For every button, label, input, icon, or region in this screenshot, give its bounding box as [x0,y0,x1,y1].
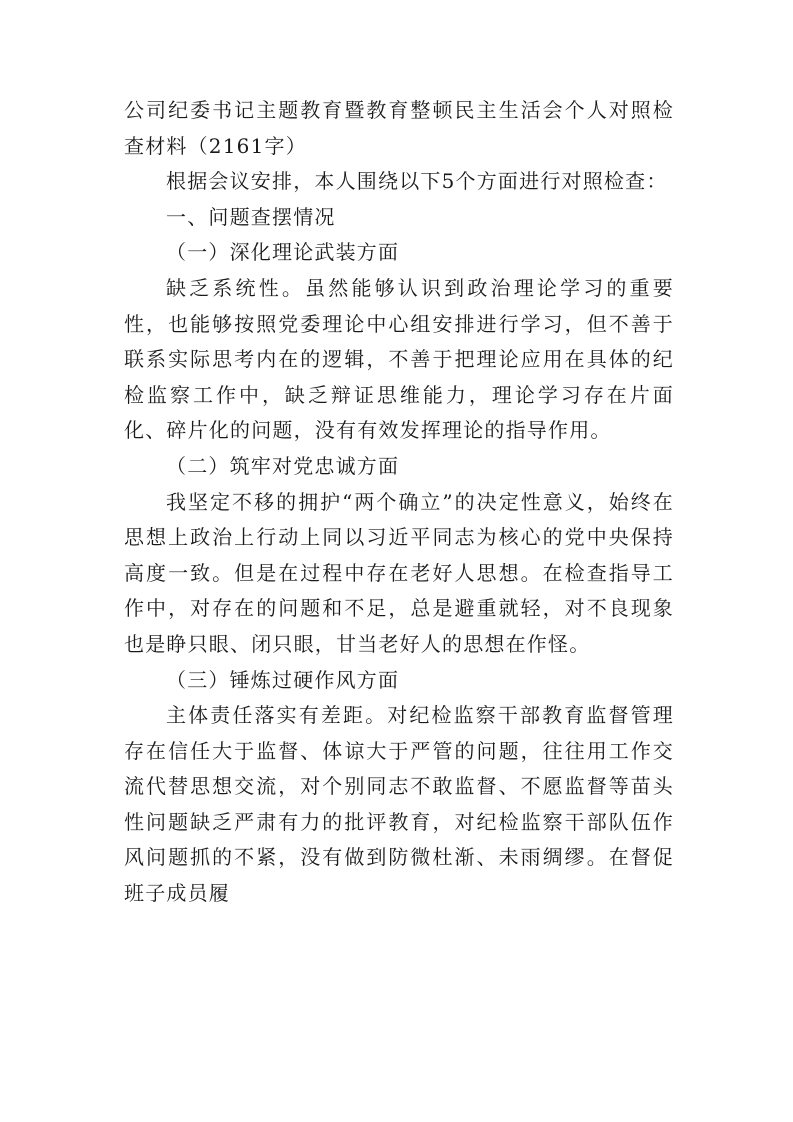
section-heading: 一、问题查摆情况 [166,204,336,229]
subsection-body-3: 主体责任落实有差距。对纪检监察干部教育监督管理存在信任大于监督、体谅大于严管的问题，往往用工作交流代替思想交流，对个别同志不敢监督、不愿监督等苗头性问题缺乏严肃有力的批评教育，对纪检监察干部队伍作风问题抓的不紧，没有做到防微杜渐、未雨绸缪。在督促班子成员履 [124,703,674,906]
document-title: 公司纪委书记主题教育暨教育整顿民主生活会个人对照检查材料（2161字） [124,98,674,158]
document-body [124,93,674,912]
subsection-body-2: 我坚定不移的拥护“两个确立”的决定性意义，始终在思想上政治上行动上同以习近平同志为核心的党中央保持高度一致。但是在过程中存在老好人思想。在检查指导工作中，对存在的问题和不足，总是避重就轻，对不良现象也是睁只眼、闭只眼，甘当老好人的思想在作怪。 [124,489,674,656]
intro-paragraph: 根据会议安排，本人围绕以下5个方面进行对照检查： [166,169,668,194]
subsection-body-1: 缺乏系统性。虽然能够认识到政治理论学习的重要性，也能够按照党委理论中心组安排进行学习，但不善于联系实际思考内在的逻辑，不善于把理论应用在具体的纪检监察工作中，缺乏辩证思维能力，理论学习存在片面化、碎片化的问题，没有有效发挥理论的指导作用。 [124,275,674,443]
subsection-heading-3: （三）锤炼过硬作风方面 [166,667,400,692]
subsection-heading-1: （一）深化理论武装方面 [166,240,400,265]
subsection-heading-2: （二）筑牢对党忠诚方面 [166,453,400,478]
